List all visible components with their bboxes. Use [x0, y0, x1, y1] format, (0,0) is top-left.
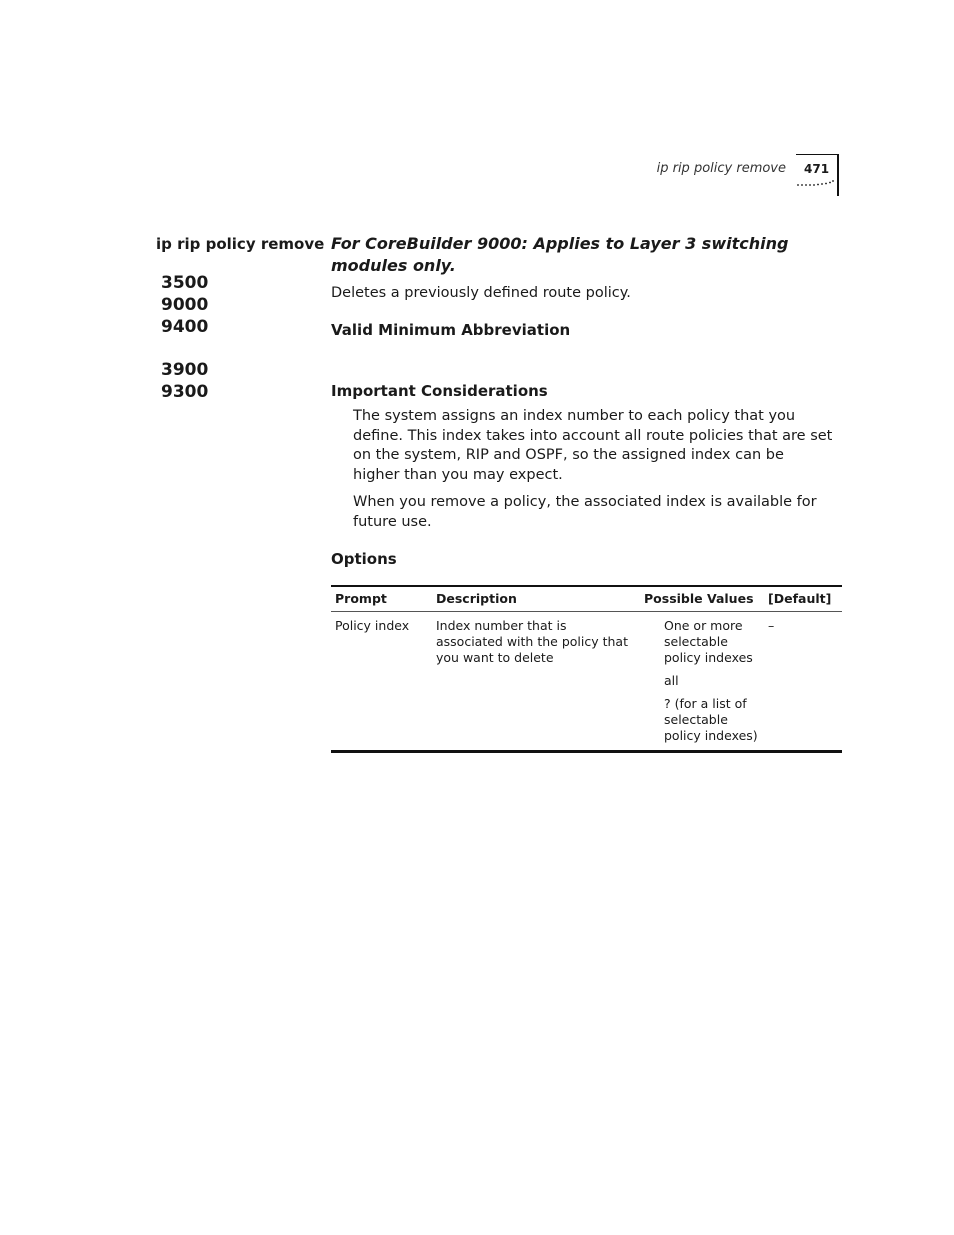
options-heading: Options — [331, 550, 397, 568]
possible-value: all — [664, 673, 679, 688]
platform-label: 9400 — [161, 317, 209, 337]
abbrev-heading: Valid Minimum Abbreviation — [331, 321, 571, 339]
page-box-top-rule — [796, 154, 837, 155]
cell-prompt: Policy index — [335, 618, 410, 633]
running-title: ip rip policy remove — [656, 161, 786, 176]
platform-list-secondary — [161, 359, 208, 403]
cell-default: – — [768, 618, 775, 633]
column-header-values: Possible Values — [640, 586, 764, 612]
command-description: Deletes a previously defined route policy. — [331, 285, 631, 301]
table-header-row — [331, 586, 842, 612]
command-name: ip rip policy remove — [156, 235, 325, 253]
possible-value: ? (for a list of selectable policy indexes) — [664, 696, 758, 743]
column-header-default: [Default] — [764, 586, 842, 612]
page-number: 471 — [804, 162, 830, 176]
platform-label: 9000 — [161, 295, 209, 315]
page-number-box — [796, 154, 839, 196]
platform-label: 9300 — [161, 382, 209, 402]
table-row — [331, 612, 842, 752]
platform-label: 3900 — [161, 360, 209, 380]
page-dots-ornament — [796, 176, 836, 188]
column-header-prompt: Prompt — [331, 586, 432, 612]
consideration-paragraph: When you remove a policy, the associated index is available for future use. — [353, 494, 817, 530]
platform-list-primary — [161, 272, 208, 338]
possible-value: One or more selectable policy indexes — [664, 618, 753, 665]
consideration-paragraph: The system assigns an index number to each policy that you define. This index takes into account all route policies that are set on the system, RIP and OSPF, so the assigned index can be higher than you may expect. — [353, 408, 833, 483]
considerations-heading: Important Considerations — [331, 382, 548, 400]
options-table — [331, 585, 842, 753]
cell-description: Index number that is associated with the policy that you want to delete — [436, 618, 628, 665]
applies-note: For CoreBuilder 9000: Applies to Layer 3 switching modules only. — [331, 234, 789, 275]
platform-label: 3500 — [161, 273, 209, 293]
column-header-description: Description — [432, 586, 640, 612]
main-content — [331, 233, 843, 753]
cell-values — [640, 612, 764, 752]
